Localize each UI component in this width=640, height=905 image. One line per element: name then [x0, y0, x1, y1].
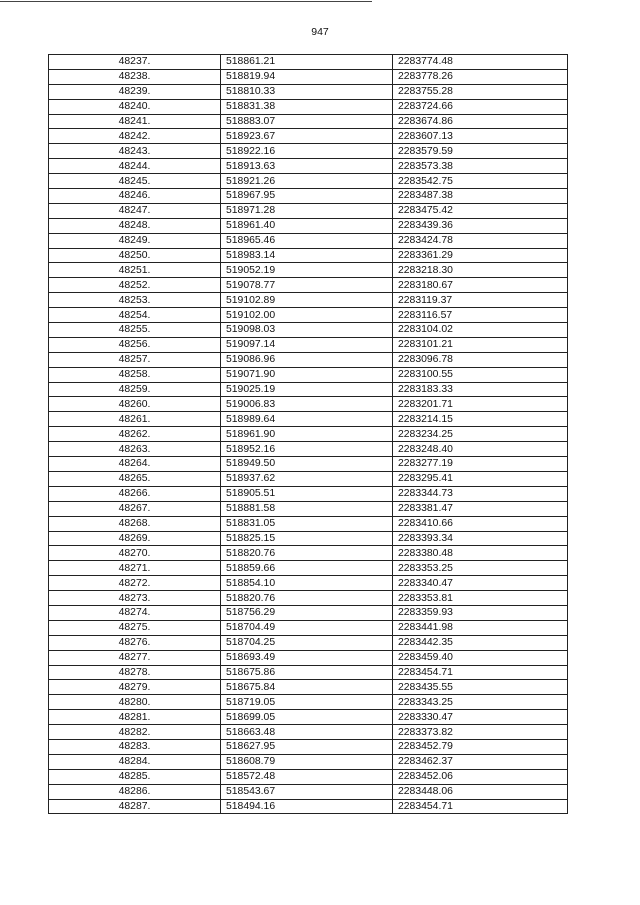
y-coordinate-cell: 2283607.13	[393, 129, 568, 144]
x-coordinate-cell: 518921.26	[221, 174, 393, 189]
point-number-cell: 48251.	[49, 263, 221, 278]
coordinates-table	[48, 54, 568, 814]
point-number-cell: 48286.	[49, 784, 221, 799]
y-coordinate-cell: 2283579.59	[393, 144, 568, 159]
point-number-cell: 48257.	[49, 352, 221, 367]
y-coordinate-cell: 2283381.47	[393, 501, 568, 516]
table-row	[49, 337, 568, 352]
table-row	[49, 189, 568, 204]
x-coordinate-cell: 518949.50	[221, 457, 393, 472]
point-number-cell: 48270.	[49, 546, 221, 561]
point-number-cell: 48250.	[49, 248, 221, 263]
table-row	[49, 650, 568, 665]
y-coordinate-cell: 2283487.38	[393, 189, 568, 204]
y-coordinate-cell: 2283344.73	[393, 486, 568, 501]
table-row	[49, 769, 568, 784]
table-row	[49, 55, 568, 70]
y-coordinate-cell: 2283441.98	[393, 620, 568, 635]
x-coordinate-cell: 518861.21	[221, 55, 393, 70]
point-number-cell: 48260.	[49, 397, 221, 412]
x-coordinate-cell: 518831.05	[221, 516, 393, 531]
table-row	[49, 233, 568, 248]
x-coordinate-cell: 518693.49	[221, 650, 393, 665]
x-coordinate-cell: 518923.67	[221, 129, 393, 144]
table-row	[49, 99, 568, 114]
point-number-cell: 48246.	[49, 189, 221, 204]
point-number-cell: 48256.	[49, 337, 221, 352]
x-coordinate-cell: 519098.03	[221, 323, 393, 338]
table-row	[49, 174, 568, 189]
point-number-cell: 48262.	[49, 427, 221, 442]
point-number-cell: 48283.	[49, 739, 221, 754]
table-row	[49, 546, 568, 561]
table-row	[49, 710, 568, 725]
point-number-cell: 48266.	[49, 486, 221, 501]
x-coordinate-cell: 518820.76	[221, 546, 393, 561]
point-number-cell: 48287.	[49, 799, 221, 814]
table-row	[49, 516, 568, 531]
top-rule	[0, 1, 372, 2]
x-coordinate-cell: 518883.07	[221, 114, 393, 129]
y-coordinate-cell: 2283295.41	[393, 471, 568, 486]
x-coordinate-cell: 518825.15	[221, 531, 393, 546]
y-coordinate-cell: 2283462.37	[393, 754, 568, 769]
table-row	[49, 457, 568, 472]
y-coordinate-cell: 2283380.48	[393, 546, 568, 561]
x-coordinate-cell: 518820.76	[221, 591, 393, 606]
table-row	[49, 427, 568, 442]
y-coordinate-cell: 2283361.29	[393, 248, 568, 263]
table-row	[49, 218, 568, 233]
point-number-cell: 48243.	[49, 144, 221, 159]
x-coordinate-cell: 518572.48	[221, 769, 393, 784]
table-row	[49, 620, 568, 635]
point-number-cell: 48264.	[49, 457, 221, 472]
point-number-cell: 48254.	[49, 308, 221, 323]
table-row	[49, 352, 568, 367]
y-coordinate-cell: 2283542.75	[393, 174, 568, 189]
point-number-cell: 48285.	[49, 769, 221, 784]
x-coordinate-cell: 518881.58	[221, 501, 393, 516]
table-row	[49, 695, 568, 710]
y-coordinate-cell: 2283340.47	[393, 576, 568, 591]
x-coordinate-cell: 518965.46	[221, 233, 393, 248]
point-number-cell: 48267.	[49, 501, 221, 516]
y-coordinate-cell: 2283373.82	[393, 725, 568, 740]
point-number-cell: 48245.	[49, 174, 221, 189]
y-coordinate-cell: 2283755.28	[393, 84, 568, 99]
table-row	[49, 799, 568, 814]
y-coordinate-cell: 2283343.25	[393, 695, 568, 710]
x-coordinate-cell: 518967.95	[221, 189, 393, 204]
table-row	[49, 605, 568, 620]
table-row	[49, 531, 568, 546]
point-number-cell: 48282.	[49, 725, 221, 740]
table-body	[49, 55, 568, 814]
y-coordinate-cell: 2283234.25	[393, 427, 568, 442]
point-number-cell: 48280.	[49, 695, 221, 710]
y-coordinate-cell: 2283353.25	[393, 561, 568, 576]
x-coordinate-cell: 518913.63	[221, 159, 393, 174]
y-coordinate-cell: 2283218.30	[393, 263, 568, 278]
y-coordinate-cell: 2283778.26	[393, 69, 568, 84]
y-coordinate-cell: 2283475.42	[393, 203, 568, 218]
x-coordinate-cell: 518937.62	[221, 471, 393, 486]
y-coordinate-cell: 2283100.55	[393, 367, 568, 382]
y-coordinate-cell: 2283435.55	[393, 680, 568, 695]
table-row	[49, 591, 568, 606]
table-row	[49, 635, 568, 650]
point-number-cell: 48276.	[49, 635, 221, 650]
x-coordinate-cell: 518983.14	[221, 248, 393, 263]
y-coordinate-cell: 2283724.66	[393, 99, 568, 114]
x-coordinate-cell: 518704.25	[221, 635, 393, 650]
x-coordinate-cell: 518663.48	[221, 725, 393, 740]
table-row	[49, 69, 568, 84]
table-row	[49, 397, 568, 412]
table-row	[49, 471, 568, 486]
x-coordinate-cell: 518952.16	[221, 442, 393, 457]
point-number-cell: 48238.	[49, 69, 221, 84]
y-coordinate-cell: 2283101.21	[393, 337, 568, 352]
y-coordinate-cell: 2283183.33	[393, 382, 568, 397]
point-number-cell: 48284.	[49, 754, 221, 769]
point-number-cell: 48274.	[49, 605, 221, 620]
point-number-cell: 48272.	[49, 576, 221, 591]
table-row	[49, 576, 568, 591]
x-coordinate-cell: 518543.67	[221, 784, 393, 799]
point-number-cell: 48252.	[49, 278, 221, 293]
x-coordinate-cell: 518704.49	[221, 620, 393, 635]
y-coordinate-cell: 2283180.67	[393, 278, 568, 293]
point-number-cell: 48237.	[49, 55, 221, 70]
table-row	[49, 323, 568, 338]
table-row	[49, 278, 568, 293]
y-coordinate-cell: 2283774.48	[393, 55, 568, 70]
x-coordinate-cell: 518854.10	[221, 576, 393, 591]
x-coordinate-cell: 518494.16	[221, 799, 393, 814]
table-row	[49, 203, 568, 218]
x-coordinate-cell: 519102.00	[221, 308, 393, 323]
x-coordinate-cell: 518859.66	[221, 561, 393, 576]
table-row	[49, 263, 568, 278]
x-coordinate-cell: 518905.51	[221, 486, 393, 501]
table-row	[49, 680, 568, 695]
point-number-cell: 48278.	[49, 665, 221, 680]
table-row	[49, 725, 568, 740]
point-number-cell: 48249.	[49, 233, 221, 248]
point-number-cell: 48265.	[49, 471, 221, 486]
x-coordinate-cell: 518989.64	[221, 412, 393, 427]
x-coordinate-cell: 518819.94	[221, 69, 393, 84]
y-coordinate-cell: 2283459.40	[393, 650, 568, 665]
table-row	[49, 367, 568, 382]
point-number-cell: 48271.	[49, 561, 221, 576]
x-coordinate-cell: 518756.29	[221, 605, 393, 620]
table-row	[49, 561, 568, 576]
table-row	[49, 114, 568, 129]
point-number-cell: 48241.	[49, 114, 221, 129]
point-number-cell: 48269.	[49, 531, 221, 546]
y-coordinate-cell: 2283359.93	[393, 605, 568, 620]
y-coordinate-cell: 2283277.19	[393, 457, 568, 472]
x-coordinate-cell: 518699.05	[221, 710, 393, 725]
table-row	[49, 412, 568, 427]
x-coordinate-cell: 518810.33	[221, 84, 393, 99]
table-row	[49, 784, 568, 799]
point-number-cell: 48273.	[49, 591, 221, 606]
x-coordinate-cell: 518608.79	[221, 754, 393, 769]
y-coordinate-cell: 2283452.79	[393, 739, 568, 754]
y-coordinate-cell: 2283116.57	[393, 308, 568, 323]
point-number-cell: 48242.	[49, 129, 221, 144]
table-row	[49, 129, 568, 144]
point-number-cell: 48244.	[49, 159, 221, 174]
x-coordinate-cell: 519052.19	[221, 263, 393, 278]
y-coordinate-cell: 2283442.35	[393, 635, 568, 650]
table-row	[49, 248, 568, 263]
table-row	[49, 382, 568, 397]
table-row	[49, 144, 568, 159]
y-coordinate-cell: 2283410.66	[393, 516, 568, 531]
y-coordinate-cell: 2283454.71	[393, 665, 568, 680]
point-number-cell: 48253.	[49, 293, 221, 308]
x-coordinate-cell: 519078.77	[221, 278, 393, 293]
point-number-cell: 48255.	[49, 323, 221, 338]
page-number: 947	[311, 26, 329, 38]
table-row	[49, 754, 568, 769]
point-number-cell: 48275.	[49, 620, 221, 635]
x-coordinate-cell: 519102.89	[221, 293, 393, 308]
table-row	[49, 501, 568, 516]
y-coordinate-cell: 2283248.40	[393, 442, 568, 457]
y-coordinate-cell: 2283452.06	[393, 769, 568, 784]
y-coordinate-cell: 2283573.38	[393, 159, 568, 174]
table-row	[49, 84, 568, 99]
y-coordinate-cell: 2283104.02	[393, 323, 568, 338]
x-coordinate-cell: 518922.16	[221, 144, 393, 159]
table-row	[49, 739, 568, 754]
y-coordinate-cell: 2283096.78	[393, 352, 568, 367]
y-coordinate-cell: 2283353.81	[393, 591, 568, 606]
table-row	[49, 293, 568, 308]
table-row	[49, 665, 568, 680]
point-number-cell: 48240.	[49, 99, 221, 114]
table-row	[49, 486, 568, 501]
y-coordinate-cell: 2283454.71	[393, 799, 568, 814]
y-coordinate-cell: 2283424.78	[393, 233, 568, 248]
point-number-cell: 48248.	[49, 218, 221, 233]
x-coordinate-cell: 519071.90	[221, 367, 393, 382]
x-coordinate-cell: 519097.14	[221, 337, 393, 352]
y-coordinate-cell: 2283439.36	[393, 218, 568, 233]
x-coordinate-cell: 518675.84	[221, 680, 393, 695]
table-row	[49, 159, 568, 174]
point-number-cell: 48247.	[49, 203, 221, 218]
x-coordinate-cell: 518719.05	[221, 695, 393, 710]
point-number-cell: 48239.	[49, 84, 221, 99]
x-coordinate-cell: 518627.95	[221, 739, 393, 754]
point-number-cell: 48263.	[49, 442, 221, 457]
x-coordinate-cell: 519006.83	[221, 397, 393, 412]
point-number-cell: 48259.	[49, 382, 221, 397]
y-coordinate-cell: 2283201.71	[393, 397, 568, 412]
x-coordinate-cell: 518675.86	[221, 665, 393, 680]
point-number-cell: 48279.	[49, 680, 221, 695]
point-number-cell: 48268.	[49, 516, 221, 531]
table-row	[49, 442, 568, 457]
y-coordinate-cell: 2283393.34	[393, 531, 568, 546]
x-coordinate-cell: 518831.38	[221, 99, 393, 114]
x-coordinate-cell: 518961.40	[221, 218, 393, 233]
point-number-cell: 48281.	[49, 710, 221, 725]
y-coordinate-cell: 2283448.06	[393, 784, 568, 799]
point-number-cell: 48261.	[49, 412, 221, 427]
y-coordinate-cell: 2283674.86	[393, 114, 568, 129]
point-number-cell: 48277.	[49, 650, 221, 665]
y-coordinate-cell: 2283214.15	[393, 412, 568, 427]
point-number-cell: 48258.	[49, 367, 221, 382]
x-coordinate-cell: 518971.28	[221, 203, 393, 218]
y-coordinate-cell: 2283119.37	[393, 293, 568, 308]
table-row	[49, 308, 568, 323]
y-coordinate-cell: 2283330.47	[393, 710, 568, 725]
x-coordinate-cell: 519025.19	[221, 382, 393, 397]
x-coordinate-cell: 519086.96	[221, 352, 393, 367]
x-coordinate-cell: 518961.90	[221, 427, 393, 442]
